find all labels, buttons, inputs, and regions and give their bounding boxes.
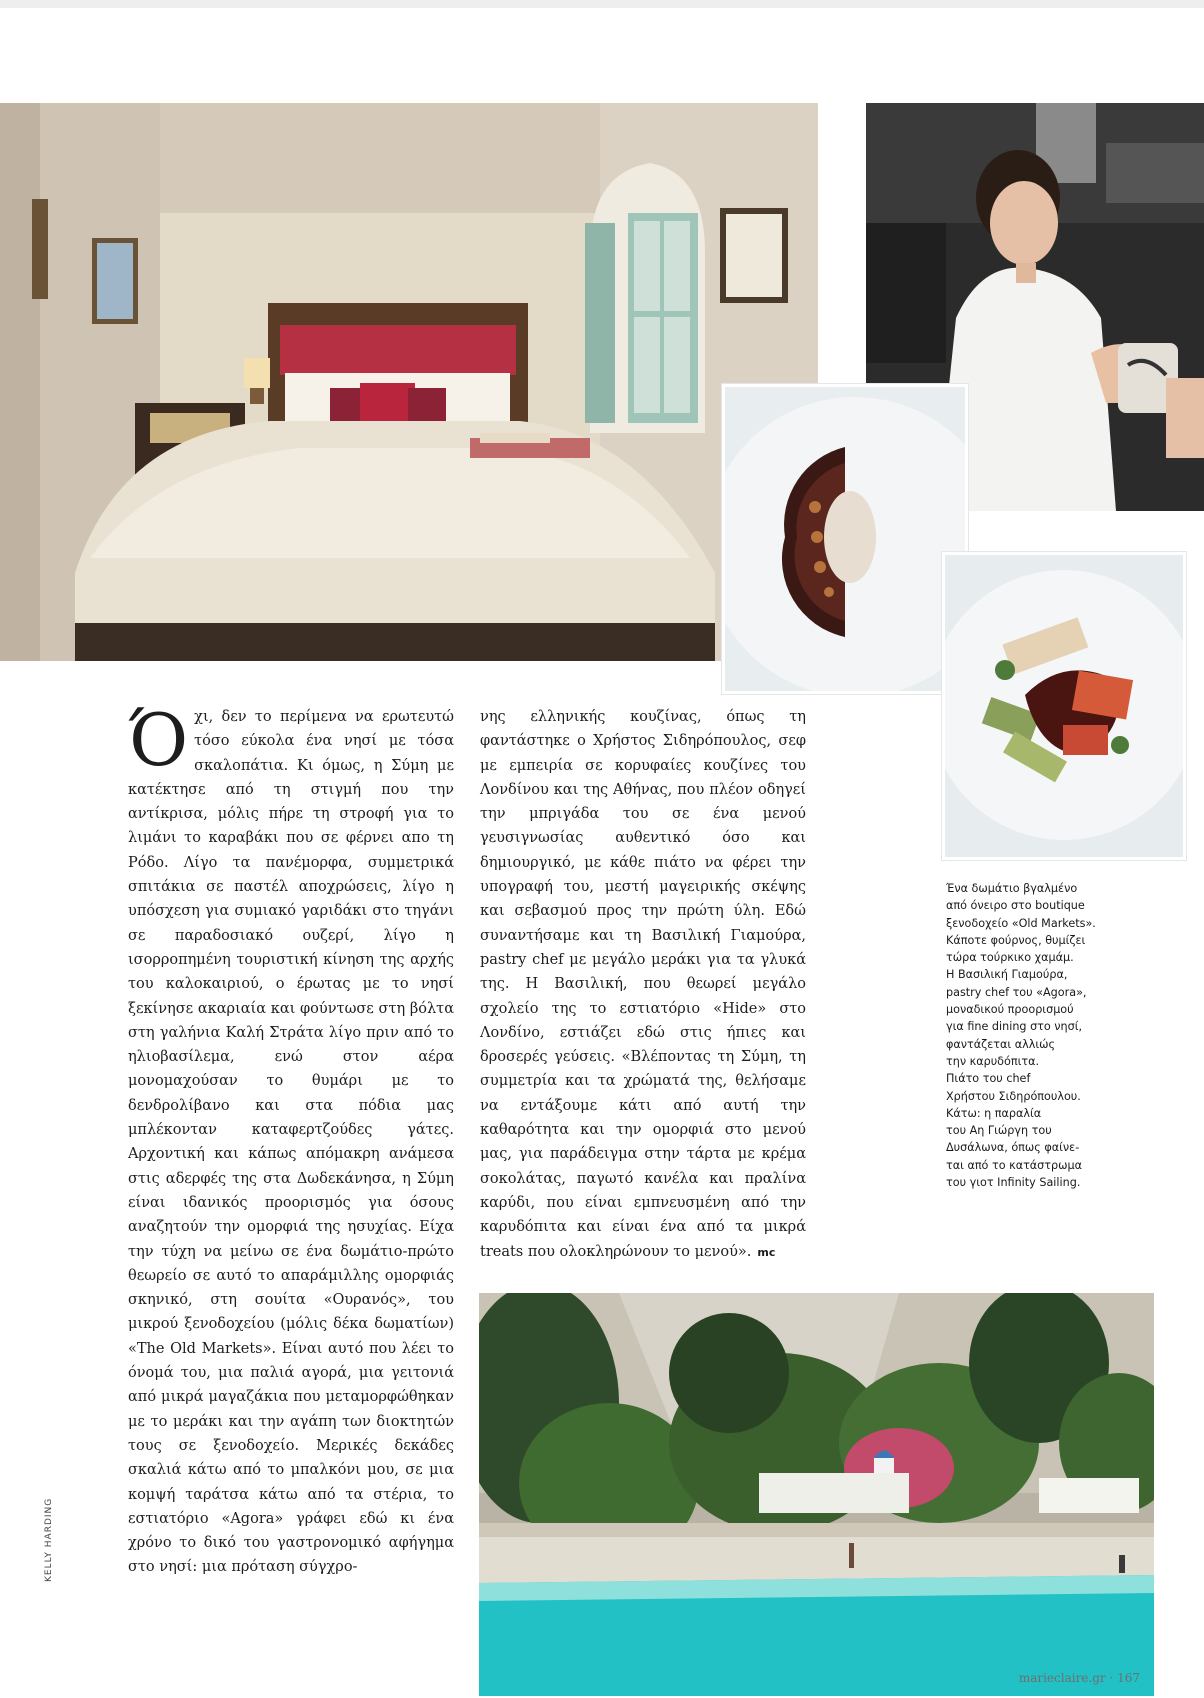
- column-1-text: χι, δεν το περίμενα να ερωτευτώ τόσο εύκολα ένα νησί με τόσα σκαλοπάτια. Κι όμως, η Σύμη με κατέκτησε από τη στιγμή που την αντίκρισα, μόλις πήρε τη στροφή για το λιμάνι το καραβάκι που σε φέρνει απο τη Ρόδο. Λίγο τα πανέμορφα, συμμετρικά σπιτάκια σε παστέλ αποχρώσεις, λίγο η υπόσχεση για συμιακό γαριδάκι στο τηγάνι σε παραδοσιακό ουζερί, λίγο η ισορροπημένη τουριστική κίνηση της αρχής του καλοκαιριού, ο έρωτας με το νησί ξεκίνησε ακαριαία και φούντωσε στη βόλτα στη γαλήνια Καλή Στράτα λίγο πριν από το ηλιοβασίλεμα, ενώ στον αέρα μονομαχούσαν το θυμάρι με το δενδρολίβανο και στα πόδια μας μπλέκονταν καταφερτζούδες γάτες. Αρχοντική και κάπως απόμακρη ανάμεσα στις αδερφές της στα Δωδεκάνησα, η Σύμη είναι ιδανικός προορισμός για όσους αναζητούν την ομορφιά της ησυχίας. Είχα την τύχη να μείνω σε ένα δωμάτιο-πρώτο θεωρείο σε αυτό το απαράμιλλης ομορφιάς σκηνικό, στη σουίτα «Ουρανός», του μικρού ξενοδοχείου (μόλις δέκα δωματίων) «The Old Markets». Είναι αυτό που λέει το όνομά του, μια παλιά αγορά, μια γειτονιά από μικρά μαγαζάκια που μεταμορφώθηκαν με το μεράκι και την αγάπη των διοκτητών τους σε ξενοδοχείο. Μερικές δεκάδες σκαλιά κάτω από το μπαλκόνι μου, σε μια κομψή ταράτσα κάτω από τα στέρια, το εστιατόριο «Agora» γράφει εδώ κι ένα χρόνο το δικό του γαστρονομικό αφήγημα στο νησί: μια πρόταση σύγχρο-: [128, 709, 454, 1576]
- caption-line: Χρήστου Σιδηρόπουλου.: [946, 1089, 1081, 1103]
- beach-photo: [479, 1293, 1154, 1696]
- article-column-1: [128, 698, 454, 1580]
- caption-line: την καρυδόπιτα.: [946, 1054, 1040, 1068]
- caption-line: pastry chef του «Agora»,: [946, 985, 1087, 999]
- top-edge: [0, 0, 1204, 8]
- caption-line: Κάτω: η παραλία: [946, 1106, 1042, 1120]
- caption-line: Κάποτε φούρνος, θυμίζει: [946, 933, 1086, 947]
- article-column-2: [480, 705, 806, 1265]
- photo-caption: [946, 880, 1126, 1191]
- caption-line: του Αη Γιώργη του: [946, 1124, 1052, 1138]
- caption-line: ξενοδοχείο «Old Markets».: [946, 916, 1096, 930]
- caption-line: για fine dining στο νησί,: [946, 1020, 1083, 1034]
- caption-line: του γιοτ Infinity Sailing.: [946, 1176, 1081, 1190]
- caption-line: Η Βασιλική Γιαμούρα,: [946, 968, 1068, 982]
- bedroom-photo: [0, 103, 818, 661]
- caption-line: Πιάτο του chef: [946, 1072, 1031, 1086]
- page-footer: marieclaire.gr · 167: [1018, 1671, 1140, 1685]
- end-mark: mc: [757, 1245, 776, 1259]
- caption-line: φαντάζεται αλλιώς: [946, 1037, 1056, 1051]
- caption-line: ται από το κατάστρωμα: [946, 1158, 1082, 1172]
- main-dish-plate-photo: [942, 552, 1186, 860]
- drop-cap: Ό: [128, 698, 189, 782]
- caption-line: Δυσάλωνα, όπως φαίνε-: [946, 1141, 1080, 1155]
- caption-line: Ένα δωμάτιο βγαλμένο: [946, 882, 1078, 895]
- caption-line: μοναδικού προορισμού: [946, 1003, 1074, 1017]
- photo-credit: KELLY HARDING: [44, 1497, 54, 1582]
- column-2-text: νης ελληνικής κουζίνας, όπως τη φαντάστηκε ο Χρήστος Σιδηρόπουλος, σεφ με εμπειρία σε κορυφαίες κουζίνες του Λονδίνου και της Αθήνας, που πλέον οδηγεί την μπριγάδα του σε ένα μενού γευσιγνωσίας αυθεντικό όσο και δημιουργικό, με κάθε πιάτο να φέρει την υπογραφή του, μεστή μαγειρικής σκέψης και σεβασμού προς την πρώτη ύλη. Εδώ συναντήσαμε και τη Βασιλική Γιαμούρα, pastry chef με μεγάλο μεράκι για τα γλυκά της. Η Βασιλική, που θεωρεί μεγάλο σχολείο της το εστιατόριο «Hide» στο Λονδίνο, εστιάζει εδώ στις ήπιες και δροσερές γεύσεις. «Βλέποντας τη Σύμη, τη συμμετρία και τα χρώματά της, θελήσαμε να εντάξουμε κάτι από αυτή την καθαρότητα και την ομορφιά στο μενού μας, για παράδειγμα στην τάρτα με κρέμα σοκολάτας, παγωτό κανέλα και πραλίνα καρύδι, που είναι εμπνευσμένη από την καρυδόπιτα και είναι ένα από τα μικρά treats που ολοκληρώνουν το μενού».: [480, 709, 806, 1260]
- dessert-plate-photo: [722, 384, 968, 694]
- caption-line: από όνειρο στο boutique: [946, 899, 1085, 913]
- caption-line: τώρα τούρκικο χαμάμ.: [946, 951, 1074, 965]
